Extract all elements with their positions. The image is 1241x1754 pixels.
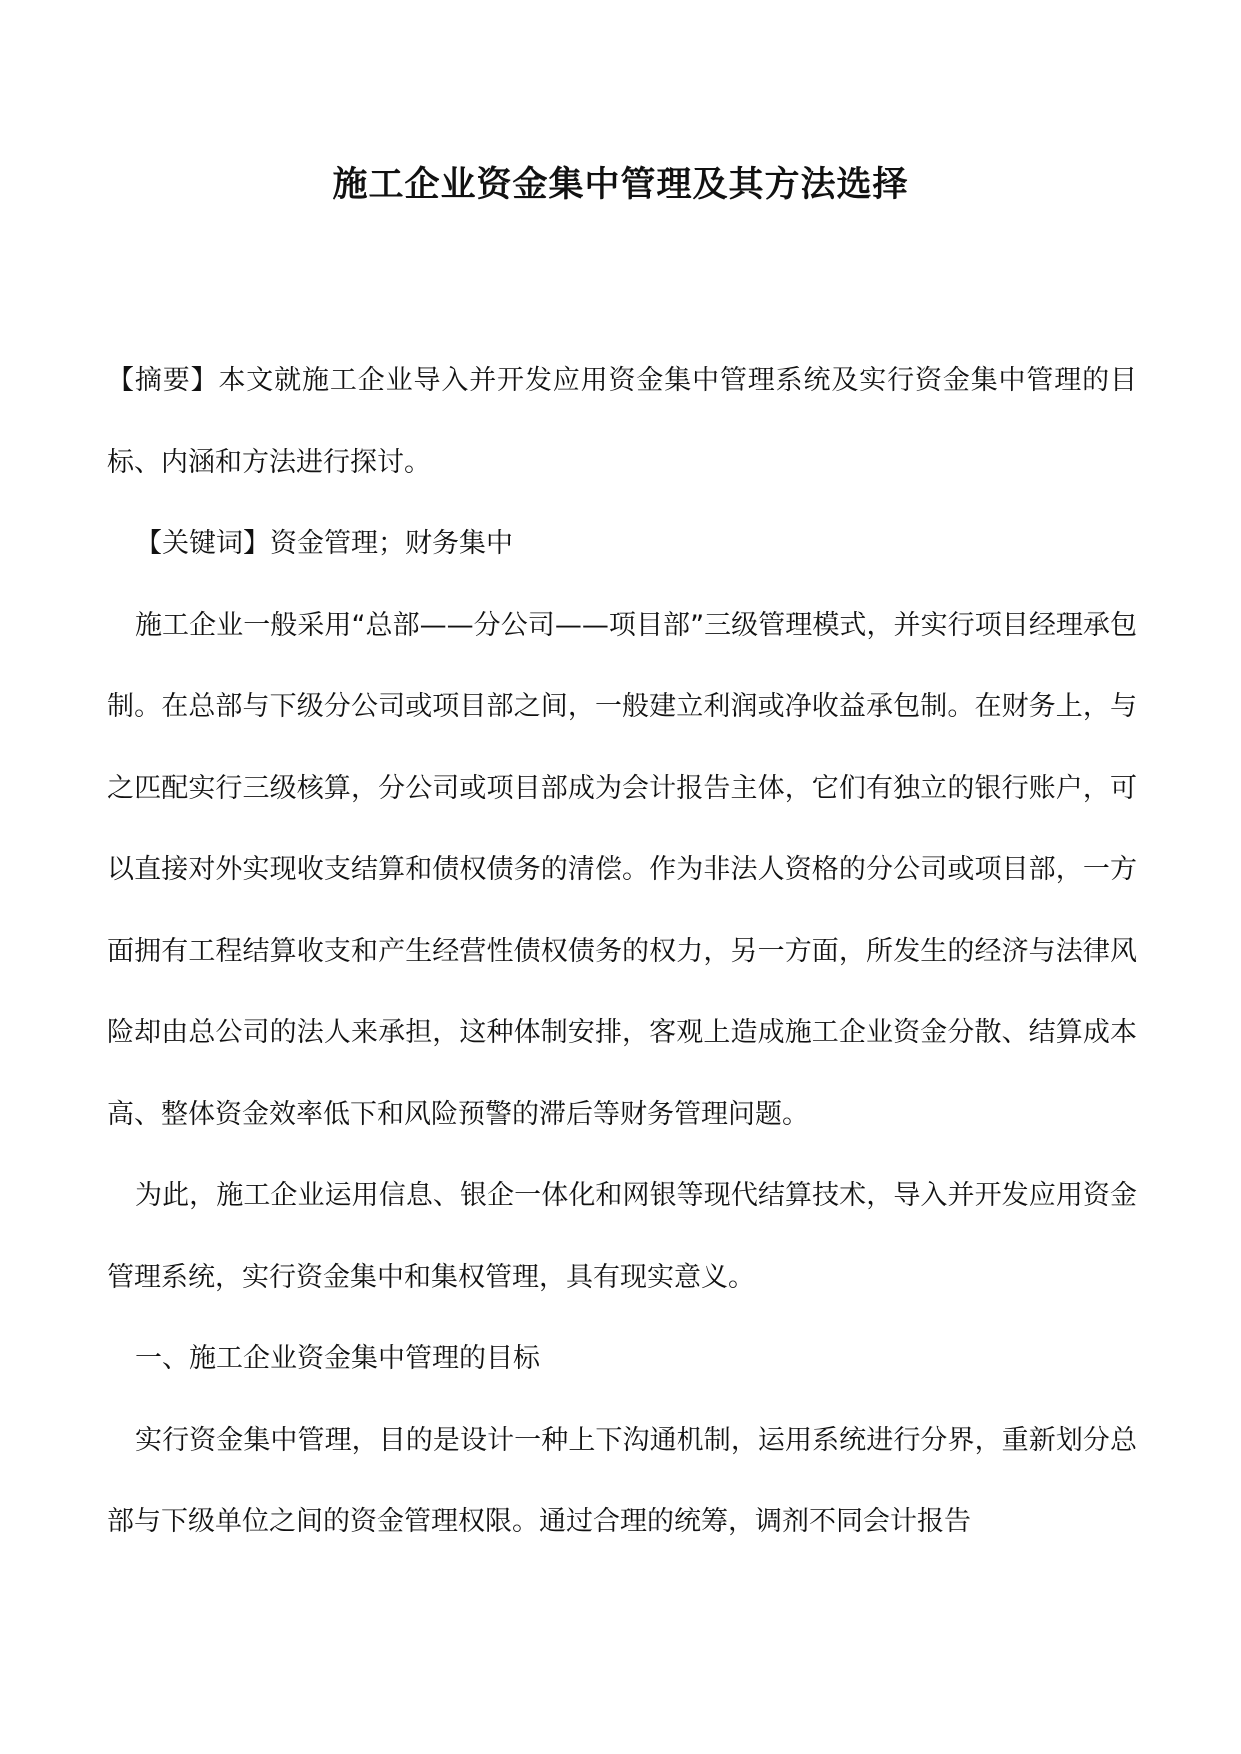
keywords-paragraph: 【关键词】资金管理；财务集中 [135,528,513,559]
body-paragraph: 施工企业一般采用“总部——分公司——项目部”三级管理模式，并实行项目经理承包制。在总部与下级分公司或项目部之间，一般建立利润或净收益承包制。在财务上，与之匹配实行三级核算，分公司或项目部成为会计报告主体，它们有独立的银行账户，可以直接对外实现收支结算和债权债务的清偿。作为非法人资格的分公司或项目部，一方面拥有工程结算收支和产生经营性债权债务的权力，另一方面，所发生的经济与法律风险却由总公司的法人来承担，这种体制安排，客观上造成施工企业资金分散、结算成本高、整体资金效率低下和风险预警的滞后等财务管理问题。 [107,609,1137,1130]
abstract-paragraph: 【摘要】本文就施工企业导入并开发应用资金集中管理系统及实行资金集中管理的目标、内涵和方法进行探讨。 [107,365,1137,478]
section-heading: 一、施工企业资金集中管理的目标 [135,1343,540,1374]
document-title: 施工企业资金集中管理及其方法选择 [332,164,909,205]
body-paragraph: 为此，施工企业运用信息、银企一体化和网银等现代结算技术，导入并开发应用资金管理系统，实行资金集中和集权管理，具有现实意义。 [107,1180,1137,1293]
document-body [107,340,1137,1563]
body-paragraph: 实行资金集中管理，目的是设计一种上下沟通机制，运用系统进行分界，重新划分总部与下级单位之间的资金管理权限。通过合理的统筹，调剂不同会计报告 [107,1424,1137,1537]
